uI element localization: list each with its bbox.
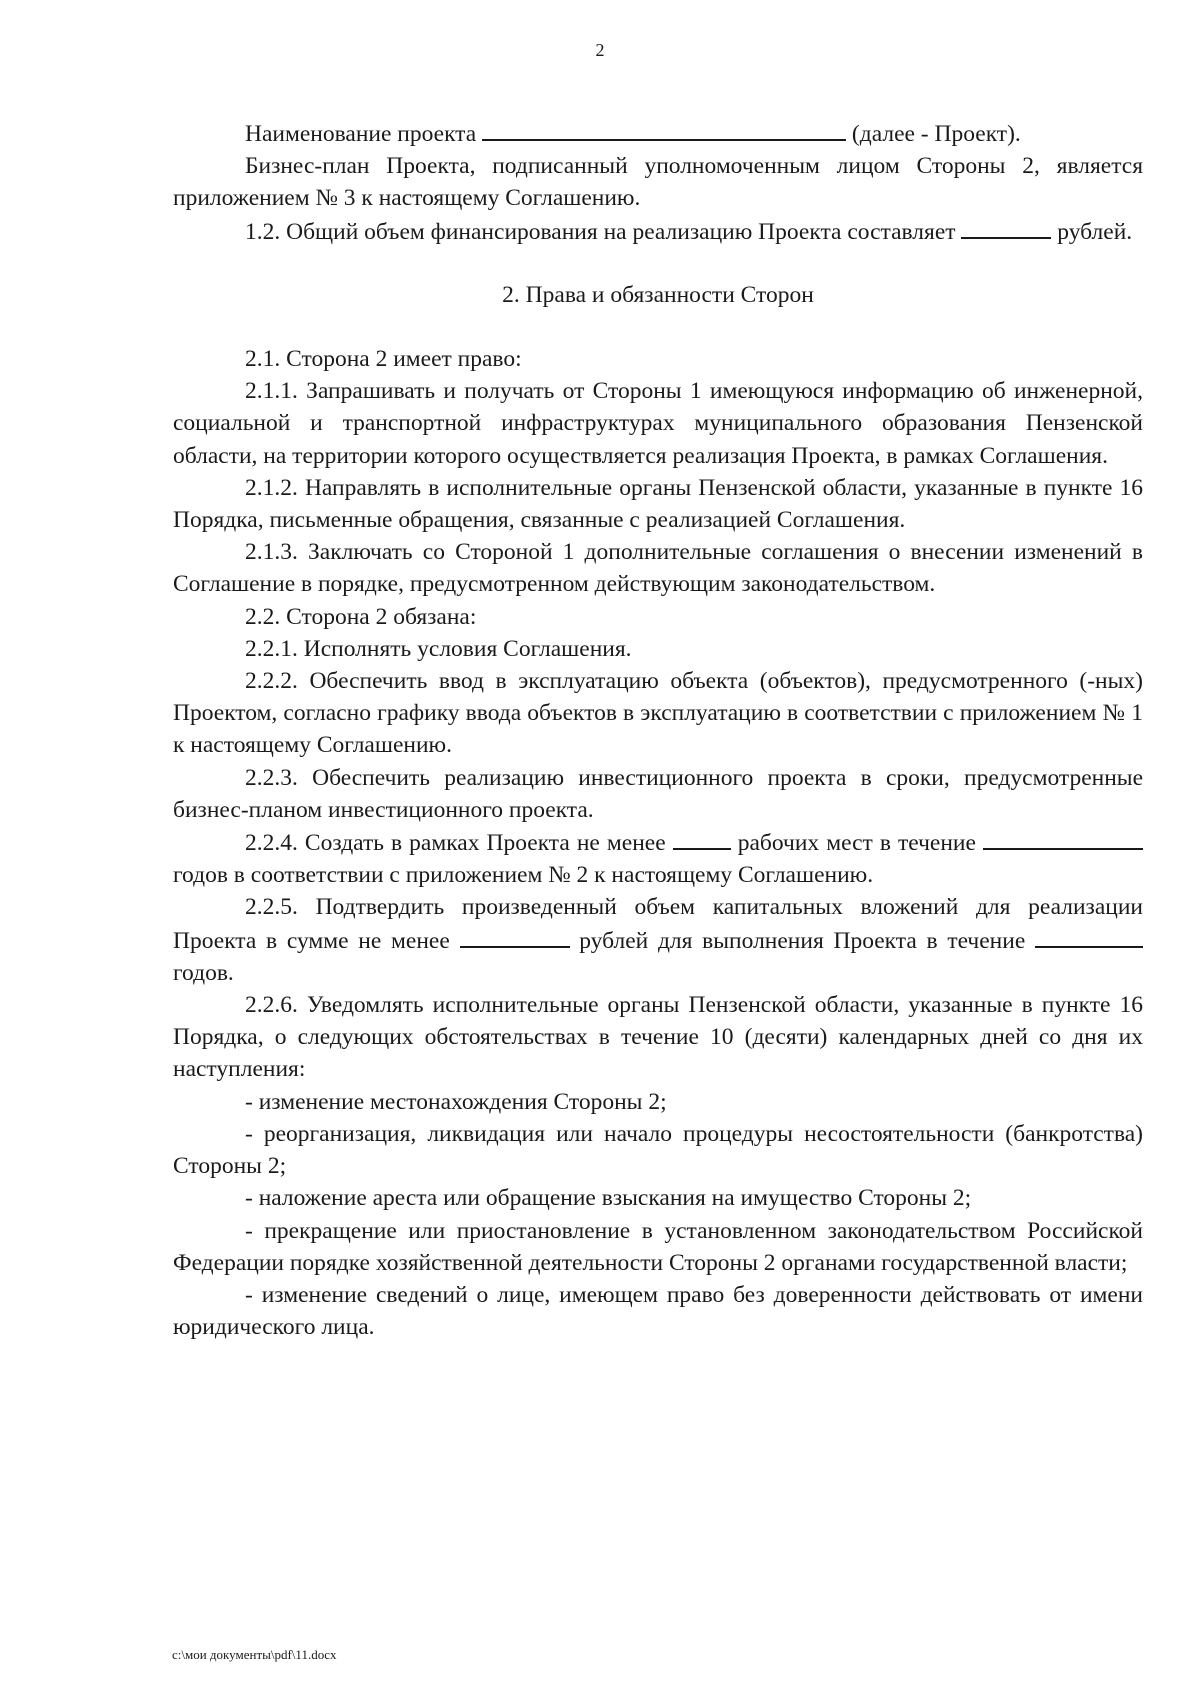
list-item: - прекращение или приостановление в установленном законодательством Российской Федерации порядке хозяйственной деятельности Стороны 2 органами государственной власти; <box>173 1217 1143 1276</box>
clause-2-2-5-text: 2.2.5. Подтвердить произведенный объем капитальных вложений для реализации Проекта в сумме не менее <box>173 894 1143 954</box>
list-item: - изменение местонахождения Стороны 2; <box>245 1088 667 1115</box>
project-name-blank <box>482 117 846 141</box>
clause-2-2-3: 2.2.3. Обеспечить реализацию инвестиционного проекта в сроки, предусмотренные бизнес-планом инвестиционного проекта. <box>173 764 1143 823</box>
clause-2-2-4-mid: рабочих мест в течение <box>730 830 983 857</box>
clause-1-2-suffix: рублей. <box>1051 218 1133 245</box>
project-name-paragraph <box>173 117 1143 150</box>
clause-2-2-5-mid: рублей для выполнения Проекта в течение <box>569 927 1035 954</box>
investment-years-blank <box>1035 924 1143 948</box>
clause-2-2-6: 2.2.6. Уведомлять исполнительные органы Пензенской области, указанные в пункте 16 Порядка, о следующих обстоятельствах в течение 10 (десяти) календарных дней со дня их наступления: <box>173 992 1143 1083</box>
clause-2-2-5-end: годов. <box>173 959 234 986</box>
clause-1-2 <box>173 215 1143 248</box>
investment-amount-blank <box>460 924 570 948</box>
clause-2-2-1: 2.2.1. Исполнять условия Соглашения. <box>245 635 632 662</box>
list-item: - изменение сведений о лице, имеющем право без доверенности действовать от имени юридического лица. <box>173 1281 1143 1341</box>
clause-2-2-4-end: годов в соответствии с приложением № 2 к настоящему Соглашению. <box>173 862 874 889</box>
clause-2-1-1: 2.1.1. Запрашивать и получать от Стороны 1 имеющуюся информацию об инженерной, социальной и транспортной инфраструктурах муниципального образования Пензенской области, на территории которого осуществляется реализация Проекта, в рамках Соглашения. <box>173 378 1143 469</box>
list-item: - реорганизация, ликвидация или начало процедуры несостоятельности (банкротства) Стороны 2; <box>173 1120 1143 1180</box>
clause-2-2-4-text: 2.2.4. Создать в рамках Проекта не менее <box>245 830 673 857</box>
clause-2-2-2: 2.2.2. Обеспечить ввод в эксплуатацию объекта (объектов), предусмотренного (-ных) Проектом, согласно графику ввода объектов в эксплуатацию в соответствии с приложением № 1 к настоящему Соглашению. <box>173 668 1143 759</box>
clause-2-2-5 <box>173 891 1143 989</box>
document-body <box>173 117 1143 1343</box>
clause-2-1-2: 2.1.2. Направлять в исполнительные органы Пензенской области, указанные в пункте 16 Порядка, письменные обращения, связанные с реализацией Соглашения. <box>173 474 1143 534</box>
clause-2-2: 2.2. Сторона 2 обязана: <box>245 603 477 630</box>
project-name-suffix: (далее - Проект). <box>846 121 1021 147</box>
workplaces-blank <box>673 826 731 850</box>
years-blank <box>983 826 1143 850</box>
footer-file-path: c:\мои документы\pdf\11.docx <box>172 1647 337 1662</box>
project-name-label: Наименование проекта <box>245 121 483 147</box>
financing-amount-blank <box>961 215 1051 239</box>
list-item: - наложение ареста или обращение взыскания на имущество Стороны 2; <box>245 1185 972 1212</box>
business-plan-paragraph: Бизнес-план Проекта, подписанный уполномоченным лицом Стороны 2, является приложением № 3 к настоящему Соглашению. <box>173 153 1143 212</box>
page-number: 2 <box>595 40 605 60</box>
clause-2-1-3: 2.1.3. Заключать со Стороной 1 дополнительные соглашения о внесении изменений в Соглашение в порядке, предусмотренном действующим законодательством. <box>173 539 1143 598</box>
clause-2-2-4 <box>173 826 1143 891</box>
clause-2-1: 2.1. Сторона 2 имеет право: <box>245 346 522 373</box>
section-2-heading: 2. Права и обязанности Сторон <box>502 281 814 308</box>
clause-1-2-text: 1.2. Общий объем финансирования на реализацию Проекта составляет <box>245 218 962 245</box>
